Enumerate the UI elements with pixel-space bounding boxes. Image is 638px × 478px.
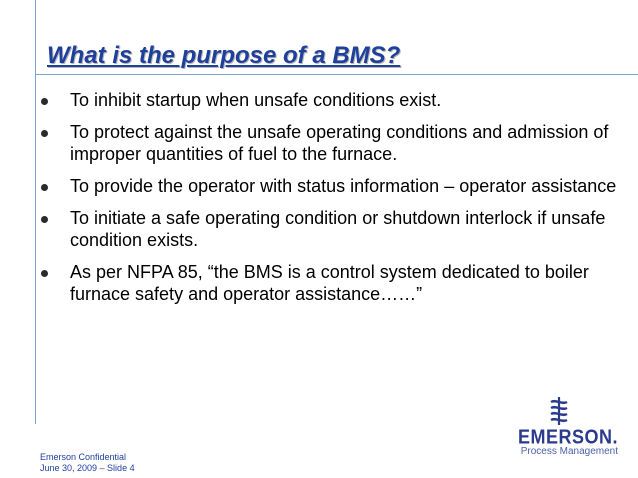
bullet-dot-icon xyxy=(41,98,48,105)
bullet-dot-icon xyxy=(41,130,48,137)
emerson-logo xyxy=(502,396,618,460)
bullet-dot-icon xyxy=(41,270,48,277)
bullet-dot-icon xyxy=(41,216,48,223)
footer-date-slide: June 30, 2009 – Slide 4 xyxy=(40,463,135,473)
bullet-text: To inhibit startup when unsafe conditions exist. xyxy=(70,90,442,110)
bullet-item xyxy=(40,121,630,165)
title-rule xyxy=(35,74,638,75)
logo-wordmark: EMERSON. xyxy=(517,425,618,448)
bullet-text: To initiate a safe operating condition or shutdown interlock if unsafe condition exists. xyxy=(70,208,606,250)
bullet-item xyxy=(40,89,630,111)
emerson-mark-icon xyxy=(548,396,570,426)
bullet-text: To provide the operator with status information – operator assistance xyxy=(70,176,617,196)
bullet-text: To protect against the unsafe operating conditions and admission of improper quantities of fuel to the furnace. xyxy=(70,122,609,164)
bullet-text: As per NFPA 85, “the BMS is a control system dedicated to boiler furnace safety and operator assistance……” xyxy=(70,262,589,304)
slide-title: What is the purpose of a BMS? xyxy=(47,42,401,69)
logo-subtitle: Process Management xyxy=(520,446,618,457)
footer xyxy=(40,452,135,474)
left-rule xyxy=(35,0,36,424)
footer-confidential: Emerson Confidential xyxy=(40,452,127,462)
bullet-item xyxy=(40,207,630,251)
bullet-item xyxy=(40,175,630,197)
bullet-dot-icon xyxy=(41,184,48,191)
bullet-list xyxy=(40,89,630,315)
bullet-item xyxy=(40,261,630,305)
